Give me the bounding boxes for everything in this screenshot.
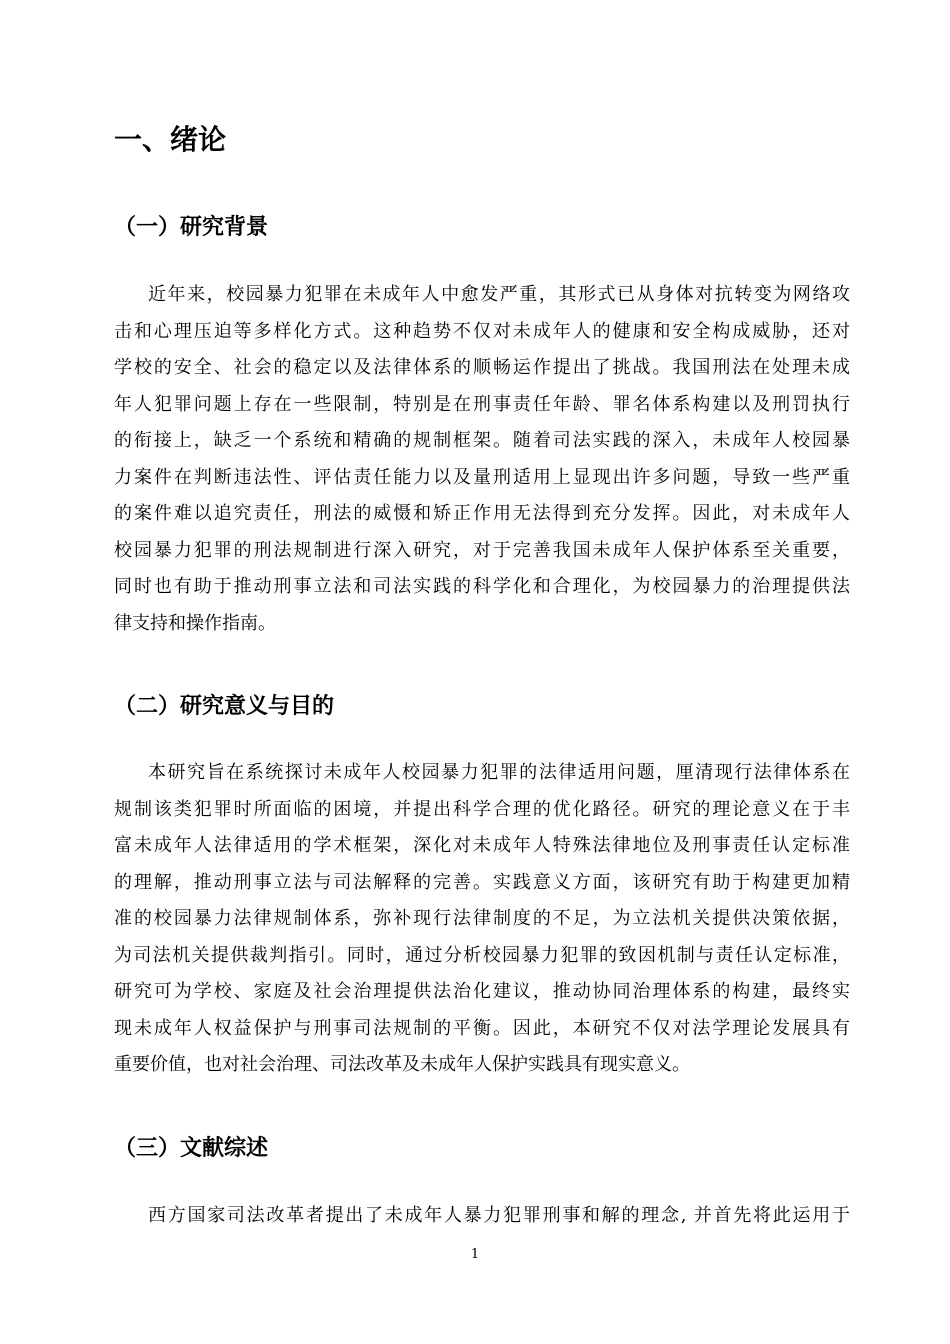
- paragraph-line: 年人犯罪问题上存在一些限制，特别是在刑事责任年龄、罪名体系构建以及刑罚执行: [114, 393, 850, 415]
- paragraph-line: 的理解，推动刑事立法与司法解释的完善。实践意义方面，该研究有助于构建更加精: [114, 871, 850, 893]
- paragraph-line: 为司法机关提供裁判指引。同时，通过分析校园暴力犯罪的致因机制与责任认定标准，: [114, 944, 850, 966]
- page-number: 1: [470, 1247, 480, 1262]
- paragraph-line: 准的校园暴力法律规制体系，弥补现行法律制度的不足，为立法机关提供决策依据，: [114, 908, 850, 929]
- section-title-literature-review: （三）文献综述: [114, 1136, 269, 1161]
- paragraph-line: 规制该类犯罪时所面临的困境，并提出科学合理的优化路径。研究的理论意义在于丰: [114, 798, 850, 820]
- paragraph-line: 西方国家司法改革者提出了未成年人暴力犯罪刑事和解的理念, 并首先将此运用于: [148, 1205, 850, 1226]
- paragraph-line: 重要价值，也对社会治理、司法改革及未成年人保护实践具有现实意义。: [114, 1054, 690, 1075]
- paragraph-line: 律支持和操作指南。: [114, 612, 276, 634]
- paragraph-line: 的衔接上，缺乏一个系统和精确的规制框架。随着司法实践的深入，未成年人校园暴: [114, 430, 850, 451]
- paragraph-line: 学校的安全、社会的稳定以及法律体系的顺畅运作提出了挑战。我国刑法在处理未成: [114, 357, 850, 378]
- paragraph-line: 校园暴力犯罪的刑法规制进行深入研究，对于完善我国未成年人保护体系至关重要，: [114, 539, 850, 561]
- paragraph-line: 现未成年人权益保护与刑事司法规制的平衡。因此，本研究不仅对法学理论发展具有: [114, 1017, 850, 1039]
- section-title-background: （一）研究背景: [114, 215, 269, 240]
- section-paragraph-background: [114, 277, 850, 642]
- paragraph-line: 击和心理压迫等多样化方式。这种趋势不仅对未成年人的健康和安全构成威胁，还对: [114, 320, 850, 342]
- paragraph-line: 的案件难以追究责任，刑法的威慑和矫正作用无法得到充分发挥。因此，对未成年人: [114, 503, 850, 524]
- paragraph-line: 本研究旨在系统探讨未成年人校园暴力犯罪的法律适用问题，厘清现行法律体系在: [148, 762, 850, 783]
- paragraph-line: 同时也有助于推动刑事立法和司法实践的科学化和合理化，为校园暴力的治理提供法: [114, 576, 850, 597]
- section-title-significance: （二）研究意义与目的: [114, 694, 335, 719]
- paragraph-line: 近年来，校园暴力犯罪在未成年人中愈发严重，其形式已从身体对抗转变为网络攻: [148, 284, 850, 305]
- paragraph-line: 研究可为学校、家庭及社会治理提供法治化建议，推动协同治理体系的构建，最终实: [114, 981, 850, 1002]
- chapter-title: 一、绪论: [114, 123, 227, 156]
- paragraph-line: 富未成年人法律适用的学术框架，深化对未成年人特殊法律地位及刑事责任认定标准: [114, 835, 850, 856]
- section-paragraph-literature-review: [114, 1198, 850, 1235]
- paragraph-line: 力案件在判断违法性、评估责任能力以及量刑适用上显现出许多问题，导致一些严重: [114, 466, 850, 488]
- section-paragraph-significance: [114, 755, 850, 1084]
